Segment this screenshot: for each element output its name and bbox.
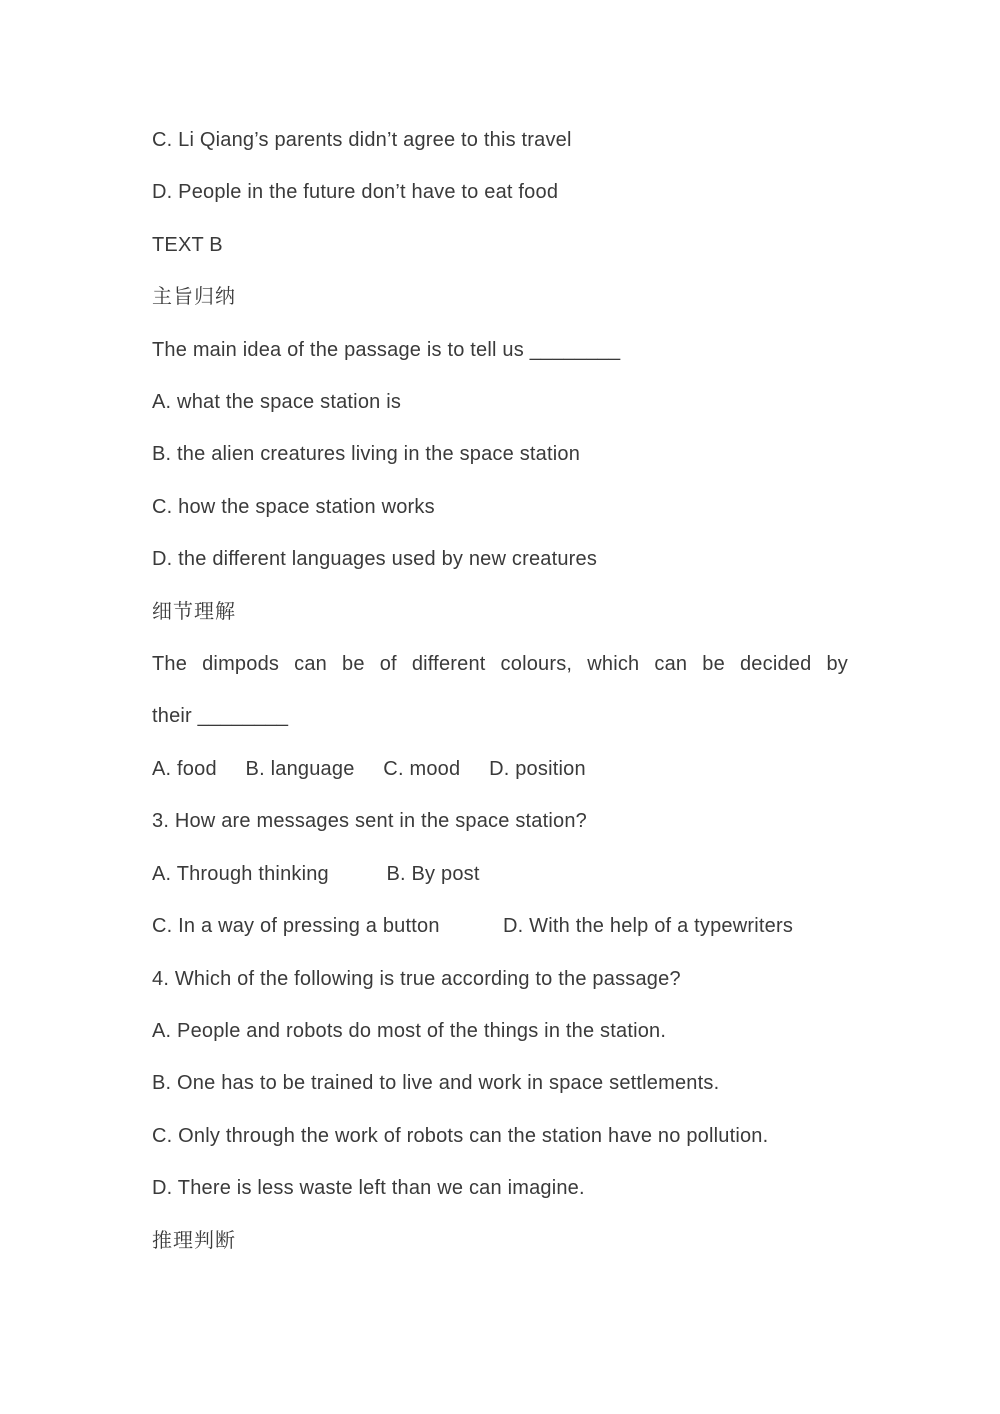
option-c-travel: C. Li Qiang’s parents didn’t agree to this travel — [152, 129, 572, 151]
option-c-q4: C. Only through the work of robots can the station have no pollution. — [152, 1124, 769, 1147]
options-row-q3-ab: A. Through thinking B. By post — [152, 862, 480, 885]
section-heading-detail: 细节理解 — [152, 600, 236, 623]
option-d-food: D. People in the future don’t have to eat food — [152, 181, 559, 204]
option-d-languages: D. the different languages used by new creatures — [152, 548, 598, 571]
options-row-q2: A. food B. language C. mood D. position — [152, 757, 586, 780]
question-4: 4. Which of the following is true according to the passage? — [152, 967, 681, 990]
option-a-what-station: A. what the space station is — [152, 391, 402, 414]
section-heading-main-idea: 主旨归纳 — [152, 286, 236, 309]
question-3: 3. How are messages sent in the space station? — [152, 810, 587, 833]
option-b-q4: B. One has to be trained to live and work in space settlements. — [152, 1072, 720, 1095]
option-d-q4: D. There is less waste left than we can imagine. — [152, 1177, 585, 1200]
question-dimpods-line1: The dimpods can be of different colours, which can be decided by — [152, 653, 848, 676]
section-heading-inference: 推理判断 — [152, 1229, 236, 1252]
document-content — [152, 114, 848, 1267]
question-dimpods-line2: their ________ — [152, 705, 289, 728]
options-row-q3-cd: C. In a way of pressing a button D. With the help of a typewriters — [152, 915, 794, 938]
question-main-idea: The main idea of the passage is to tell us ________ — [152, 338, 621, 361]
option-b-alien-creatures: B. the alien creatures living in the space station — [152, 443, 581, 466]
option-c-how-works: C. how the space station works — [152, 495, 435, 518]
option-a-q4: A. People and robots do most of the things in the station. — [152, 1019, 667, 1042]
heading-text-b: TEXT B — [152, 233, 223, 256]
